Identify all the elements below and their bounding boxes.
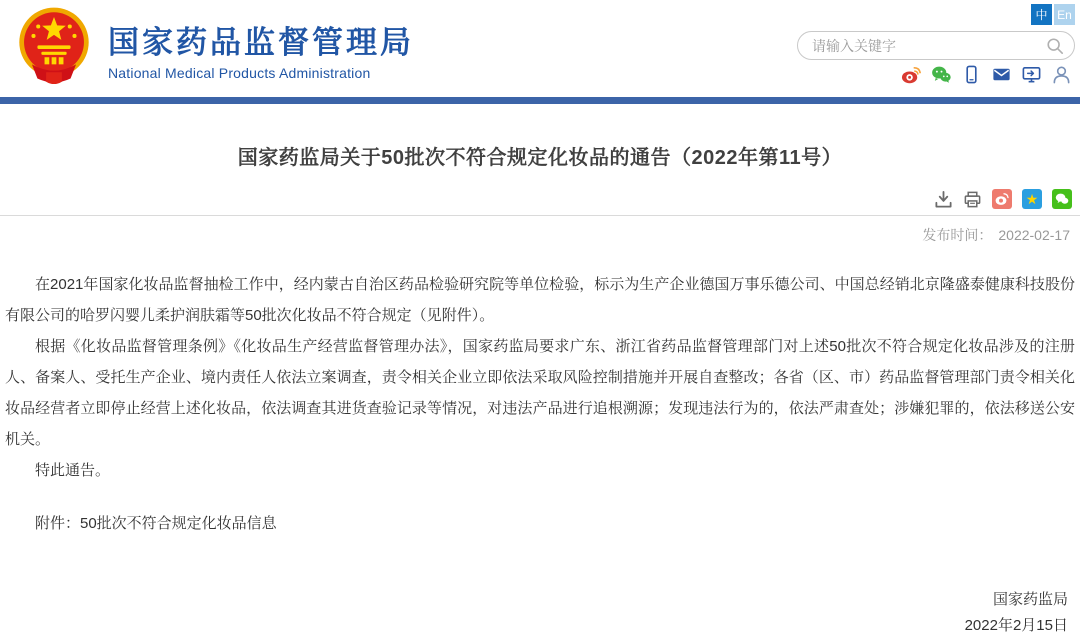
language-toggle: [1031, 4, 1075, 25]
message-board-icon[interactable]: [1021, 64, 1042, 85]
signature-date: 2022年2月15日: [964, 617, 1068, 634]
download-icon[interactable]: [934, 190, 953, 209]
mail-icon[interactable]: [991, 64, 1012, 85]
site-header: [0, 0, 1080, 97]
search-icon[interactable]: [1046, 37, 1064, 55]
mobile-icon[interactable]: [961, 64, 982, 85]
share-weibo-icon[interactable]: [992, 189, 1012, 209]
share-qzone-icon[interactable]: [1022, 189, 1042, 209]
user-icon[interactable]: [1051, 64, 1072, 85]
social-icon-row: [901, 64, 1072, 85]
site-subtitle: National Medical Products Administration: [108, 65, 371, 81]
signature-block: [0, 587, 1080, 639]
search-box: [797, 31, 1075, 60]
lang-en-button[interactable]: En: [1054, 4, 1075, 25]
wechat-icon[interactable]: [931, 64, 952, 85]
article: [0, 141, 1080, 639]
publish-time: [0, 216, 1080, 245]
national-emblem-icon: [14, 6, 94, 88]
wechat-glyph: [1055, 192, 1069, 206]
search-input[interactable]: [812, 38, 1046, 54]
signature-agency: 国家药监局: [992, 591, 1068, 608]
share-wechat-icon[interactable]: [1052, 189, 1072, 209]
brand-text: [108, 13, 414, 81]
article-toolbar: [0, 189, 1072, 209]
paragraph-notice: 特此通告。: [35, 462, 111, 479]
publish-time-label: 发布时间：: [922, 227, 993, 243]
weibo-glyph: [995, 192, 1009, 206]
qzone-star-glyph: ★: [1025, 191, 1039, 207]
site-title: 国家药品监督管理局: [108, 25, 414, 60]
paragraph-1: 在2021年国家化妆品监督抽检工作中，经内蒙古自治区药品检验研究院等单位检验，标示为生产企业德国万事乐德公司、中国总经销北京隆盛泰健康科技股份有限公司的哈罗闪婴儿柔护润肤霜等50批次化妆品不符合规定（见附件）。: [5, 276, 1075, 324]
article-body: [0, 245, 1080, 539]
print-icon[interactable]: [963, 190, 982, 209]
site-logo[interactable]: [14, 6, 414, 88]
weibo-icon[interactable]: [901, 64, 922, 85]
page-title: 国家药监局关于50批次不符合规定化妆品的通告（2022年第11号）: [237, 147, 843, 169]
lang-zh-button[interactable]: 中: [1031, 4, 1052, 25]
header-divider-bar: [0, 97, 1080, 104]
publish-time-value: 2022-02-17: [998, 227, 1070, 243]
paragraph-2: 根据《化妆品监督管理条例》《化妆品生产经营监督管理办法》，国家药监局要求广东、浙江省药品监督管理部门对上述50批次不符合规定化妆品涉及的注册人、备案人、受托生产企业、境内责任人依法立案调查，责令相关企业立即依法采取风险控制措施并开展自查整改；各省（区、市）药品监督管理部门责令相关化妆品经营者立即停止经营上述化妆品，依法调查其进货查验记录等情况，对违法产品进行追根溯源；发现违法行为的，依法严肃查处；涉嫌犯罪的，依法移送公安机关。: [5, 338, 1075, 448]
attachment-link[interactable]: 附件：50批次不符合规定化妆品信息: [35, 515, 277, 532]
